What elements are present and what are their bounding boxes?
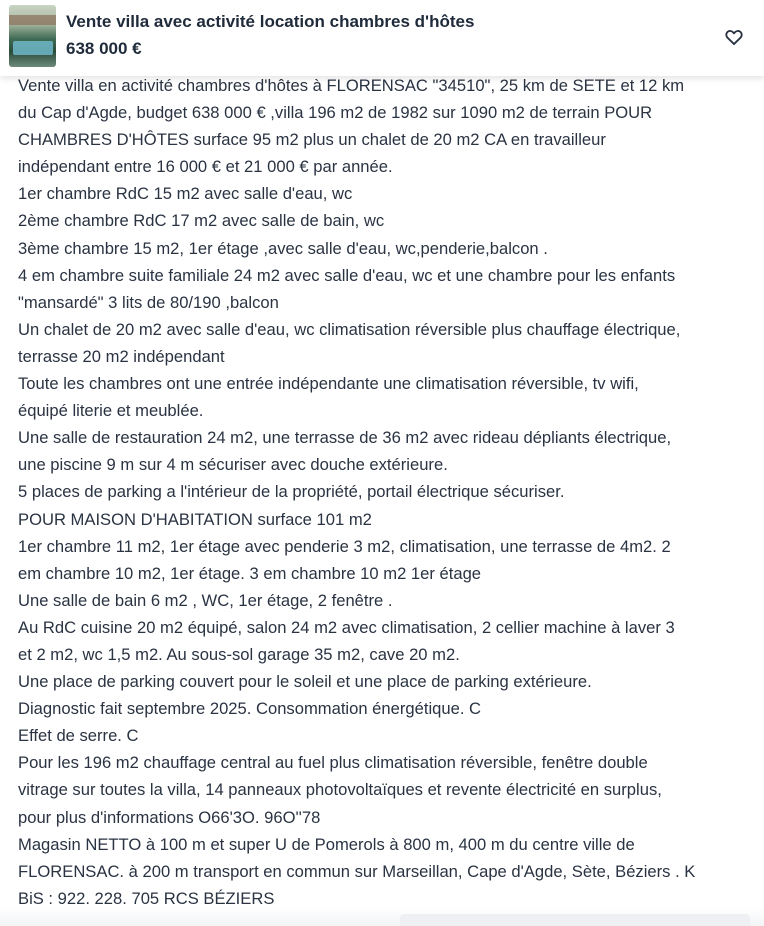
listing-price: 638 000 € <box>66 39 142 58</box>
description-line: 3ème chambre 15 m2, 1er étage ,avec salle d'eau, wc,penderie,balcon . <box>18 238 548 258</box>
description-line: vitrage sur toutes la villa, 14 panneaux photovoltaïques et revente électricité en surplus, <box>18 780 662 800</box>
description-line: équipé literie et meublée. <box>18 401 204 421</box>
description-line: Au RdC cuisine 20 m2 équipé, salon 24 m2 avec climatisation, 2 cellier machine à laver 3 <box>18 617 675 637</box>
description-line: 4 em chambre suite familiale 24 m2 avec salle d'eau, wc et une chambre pour les enfants <box>18 265 676 285</box>
description-line: pour plus d'informations O66'3O. 96O''78 <box>18 807 321 827</box>
description-line: indépendant entre 16 000 € et 21 000 € par année. <box>18 157 393 177</box>
description-line: et 2 m2, wc 1,5 m2. Au sous-sol garage 35 m2, cave 20 m2. <box>18 644 460 664</box>
description-line: BiS : 922. 228. 705 RCS BÉZIERS <box>18 888 275 908</box>
description-line: Diagnostic fait septembre 2025. Consommation énergétique. C <box>18 699 482 719</box>
description-line: Magasin NETTO à 100 m et super U de Pomerols à 800 m, 400 m du centre ville de <box>18 834 635 854</box>
description-line: POUR MAISON D'HABITATION surface 101 m2 <box>18 509 372 529</box>
thumbnail-pool-shape <box>13 41 53 55</box>
description-line: Une salle de bain 6 m2 , WC, 1er étage, 2 fenêtre . <box>18 590 393 610</box>
listing-title[interactable]: Vente villa avec activité location chambres d'hôtes <box>66 12 475 31</box>
description-line: FLORENSAC. à 200 m transport en commun sur Marseillan, Cape d'Agde, Sète, Béziers . K <box>18 861 696 881</box>
description-line: Vente villa en activité chambres d'hôtes à FLORENSAC "34510", 25 km de SETE et 12 km <box>18 76 685 95</box>
listing-description <box>18 72 753 912</box>
description-line: em chambre 10 m2, 1er étage. 3 em chambre 10 m2 1er étage <box>18 563 482 583</box>
description-line: CHAMBRES D'HÔTES surface 95 m2 plus un chalet de 20 m2 CA en travailleur <box>18 130 606 150</box>
description-line: "mansardé" 3 lits de 80/190 ,balcon <box>18 292 279 312</box>
bottom-panel-edge <box>400 914 750 926</box>
thumbnail-roof-shape <box>9 15 56 25</box>
description-line: 1er chambre 11 m2, 1er étage avec penderie 3 m2, climatisation, une terrasse de 4m2. 2 <box>18 536 671 556</box>
description-line: Toute les chambres ont une entrée indépendante une climatisation réversible, tv wifi, <box>18 374 639 394</box>
description-line: du Cap d'Agde, budget 638 000 € ,villa 196 m2 de 1982 sur 1090 m2 de terrain POUR <box>18 103 653 123</box>
description-line: 1er chambre RdC 15 m2 avec salle d'eau, wc <box>18 184 353 204</box>
description-line: 2ème chambre RdC 17 m2 avec salle de bain, wc <box>18 211 385 231</box>
description-line: terrasse 20 m2 indépendant <box>18 346 225 366</box>
description-line: Pour les 196 m2 chauffage central au fuel plus climatisation réversible, fenêtre double <box>18 753 648 773</box>
description-line: 5 places de parking a l'intérieur de la propriété, portail électrique sécuriser. <box>18 482 565 502</box>
description-line: Une salle de restauration 24 m2, une terrasse de 36 m2 avec rideau dépliants électrique, <box>18 428 672 448</box>
description-line: Un chalet de 20 m2 avec salle d'eau, wc climatisation réversible plus chauffage électrique, <box>18 319 681 339</box>
description-line: Effet de serre. C <box>18 726 139 746</box>
listing-header <box>0 0 764 76</box>
listing-thumbnail[interactable] <box>9 5 56 67</box>
heart-outline-icon[interactable] <box>724 27 744 47</box>
description-line: Une place de parking couvert pour le soleil et une place de parking extérieure. <box>18 672 592 692</box>
description-line: une piscine 9 m sur 4 m sécuriser avec douche extérieure. <box>18 455 448 475</box>
